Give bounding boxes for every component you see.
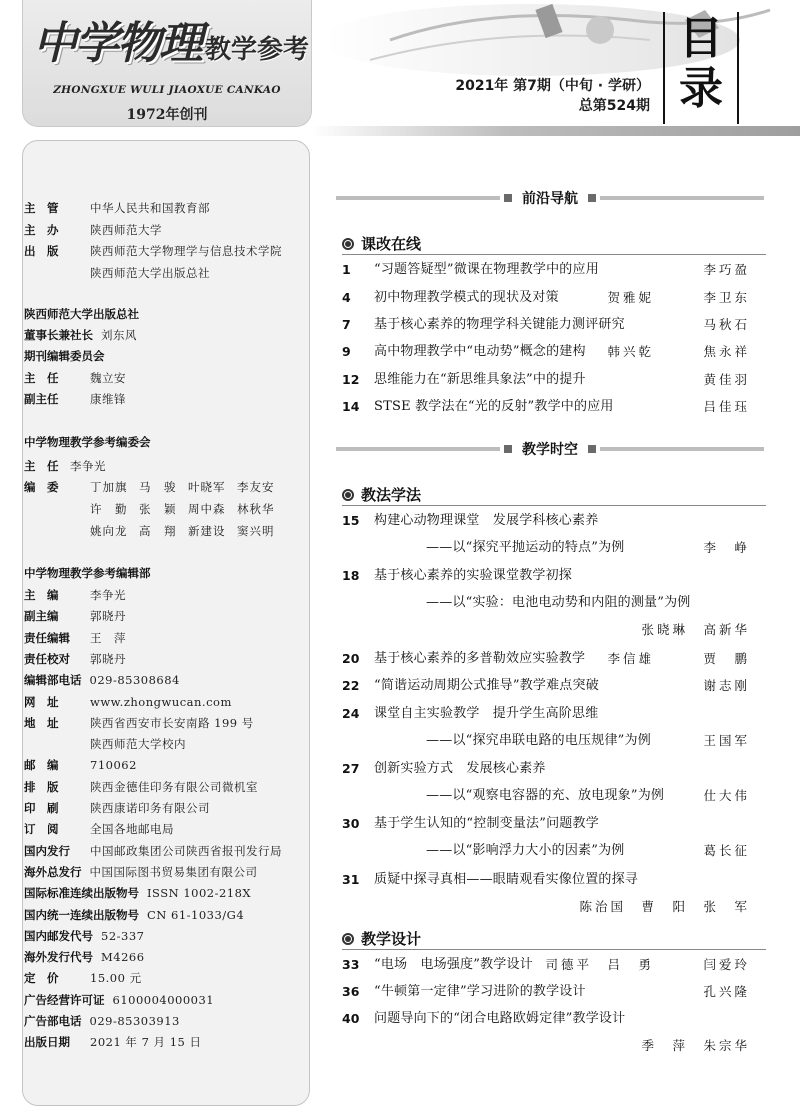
masthead-row [24,630,126,646]
masthead-row-value: CN 61-1033/G4 [147,907,245,922]
toc-entry [342,983,750,1001]
toc-entry [342,512,750,555]
masthead-row-value: 陕西师范大学校内 [90,737,186,752]
logo-main-text: 中学物理 [33,18,201,69]
masthead-row-value: 陕西师范大学出版总社 [90,265,210,280]
toc-entry [342,815,750,858]
toc-article-title: “简谐运动周期公式推导”教学难点突破 [374,678,599,693]
toc-entry [342,398,750,416]
toc-page-number: 36 [342,984,360,999]
title-divider-left [663,12,665,124]
masthead-row-label: 出 版 [24,244,59,258]
chairman-row [24,327,137,343]
masthead-row [24,885,251,901]
masthead-row [24,651,126,667]
masthead-row-value: 陕西省西安市长安南路 199 号 [90,715,254,730]
total-issue-number: 总第524期 [578,98,650,114]
masthead-row [24,907,244,923]
section-title: 教法学法 [361,486,422,504]
toc-page-number: 20 [342,651,360,666]
section-bullet-icon [342,933,354,945]
toc-page-number: 9 [342,344,351,359]
toc-page-number: 40 [342,1011,360,1026]
toc-article-subtitle: ——以“探究平抛运动的特点”为例 [426,540,625,555]
chairman-value: 刘东风 [101,328,137,342]
toc-entry [342,760,750,803]
board-member-name: 叶晓军 [188,480,226,494]
board-members-row [90,523,286,545]
contents-heading-char-1: 目 [679,13,723,64]
masthead-row [24,779,258,795]
masthead-row [24,587,126,603]
toc-author: 仕大伟 [703,788,750,803]
board-member-name: 许 勤 [90,502,128,516]
masthead-row-value: ISSN 1002-218X [147,886,252,901]
masthead-row-label: 主 办 [24,222,59,237]
masthead-row [24,200,210,216]
toc-page-number: 12 [342,372,360,387]
toc-article-title: 构建心动物理课堂 发展学科核心素养 [374,513,599,528]
masthead-row [24,736,186,752]
masthead-row-label: 排 版 [24,779,59,794]
board-members-row [90,479,286,501]
masthead-row-value: 15.00 元 [90,971,142,986]
banner-teaching [336,441,764,457]
toc-article-title: “牛顿第一定律”学习进阶的教学设计 [374,984,586,999]
toc-page-number: 15 [342,513,360,528]
title-divider-right [737,12,739,124]
toc-author: 陈治国 曹 阳 张 军 [579,899,750,914]
toc-article-title: “习题答疑型”微课在物理教学中的应用 [374,262,599,277]
toc-author: 黄佳羽 [703,372,750,387]
toc-page-number: 4 [342,290,351,305]
masthead-row-label: 编辑部电话 [24,673,82,688]
toc-article-subtitle: ——以“影响浮力大小的因素”为例 [426,843,625,858]
toc-author: 李信雄 [607,651,654,666]
board-director-value: 李争光 [70,459,106,473]
toc-page-number: 1 [342,262,351,277]
section-rule [342,949,766,950]
masthead-row [24,243,282,259]
toc-page-number: 30 [342,816,360,831]
committee-heading: 期刊编辑委员会 [24,349,105,363]
masthead-row [24,821,174,837]
masthead-row-value: 中国邮政集团公司陕西省报刊发行局 [90,843,282,858]
board-member-name: 周中森 [188,502,226,516]
toc-entry [342,289,750,307]
journal-logo [22,0,312,127]
masthead-row [24,1013,180,1029]
toc-entry [342,677,750,695]
masthead-row-value: 李争光 [90,588,126,602]
masthead-row [24,800,210,816]
masthead-row-value: 陕西师范大学 [90,222,162,237]
masthead-row-label: 邮 编 [24,758,59,773]
chairman-label: 董事长兼社长 [24,328,93,342]
logo-title [33,14,309,70]
masthead-row-value: 710062 [90,758,137,773]
toc-author: 葛长征 [703,843,750,858]
masthead-row-label: 副主编 [24,609,59,624]
toc-entry [342,371,750,389]
masthead-row [24,864,258,880]
board-member-name: 李友安 [237,480,275,494]
board-member-name: 丁加旗 [90,480,128,494]
toc-author: 张晓琳 高新华 [641,622,750,637]
masthead-row-label: 订 阅 [24,822,59,837]
toc-article-title: 思维能力在“新思维具象法”中的提升 [374,372,586,387]
masthead-row-label: 责任校对 [24,651,70,666]
masthead-row [24,370,126,386]
banner-frontier-text: 前沿导航 [522,191,578,207]
toc-author: 贺雅妮 [607,290,654,305]
toc-author: 李巧盈 [703,262,750,277]
logo-pinyin: ZHONGXUE WULI JIAOXUE CANKAO [53,84,281,96]
board-member-name: 马 骏 [139,480,177,494]
toc-article-title: 基于核心素养的多普勒效应实验教学 [374,651,586,666]
masthead-row-label: 主 任 [24,371,59,385]
toc-author: 李 峥 [703,540,750,555]
toc-article-title: 创新实验方式 发展核心素养 [374,761,546,776]
masthead-row-value: 中华人民共和国教育部 [90,201,210,215]
masthead-row [24,715,254,731]
masthead-row-value: 6100004000031 [112,992,215,1007]
toc-author: 司德平 吕 勇 [545,957,654,972]
section-title: 课改在线 [361,235,422,253]
toc-page-number: 31 [342,872,360,887]
masthead-row-label: 国内统一连续出版物号 [24,907,139,922]
board-member-name: 窦兴明 [237,524,275,538]
section-design [342,928,421,949]
toc-article-title: 基于核心素养的实验课堂教学初探 [374,568,573,583]
toc-article-title: 初中物理教学模式的现状及对策 [374,290,559,305]
masthead-row-label: 副主任 [24,392,59,406]
section-bullet-icon [342,238,354,250]
toc-entry [342,956,750,974]
toc-page-number: 24 [342,706,360,721]
board-heading: 中学物理教学参考编委会 [24,435,151,449]
logo-sub-text: 教学参考 [205,35,310,65]
toc-entry [342,1010,750,1053]
toc-entry [342,316,750,334]
issue-number: 2021年 第7期（中旬 · 学研） [455,78,650,94]
board-director-label: 主 任 [24,459,59,473]
toc-page-number: 14 [342,399,360,414]
toc-author: 韩兴乾 [607,344,654,359]
section-title: 教学设计 [361,930,422,948]
toc-author: 王国军 [703,733,750,748]
toc-page-number: 22 [342,678,360,693]
founded-year: 1972年创刊 [126,107,208,123]
masthead-row-label: 海外发行代号 [24,950,93,965]
contents-heading [668,14,734,124]
masthead-row [24,757,137,773]
toc-page-number: 33 [342,957,360,972]
masthead-row-label: 国内发行 [24,843,70,858]
masthead-row [24,694,232,710]
masthead-row-value: 郭晓丹 [90,609,126,624]
toc-author: 李卫东 [703,290,750,305]
toc-article-title: 课堂自主实验教学 提升学生高阶思维 [374,706,599,721]
masthead-row-value: 郭晓丹 [90,651,126,666]
toc-author: 孔兴隆 [703,984,750,999]
masthead-row-label: 地 址 [24,715,59,730]
masthead-row-value: 中国国际图书贸易集团有限公司 [89,864,258,879]
masthead-row [24,970,142,986]
toc-page-number: 18 [342,568,360,583]
masthead-row-value: 康维锋 [90,392,126,406]
toc-author: 谢志刚 [703,678,750,693]
masthead-row [24,843,282,859]
masthead-row-label [24,265,90,281]
masthead-row-label: 国际标准连续出版物号 [24,886,139,901]
masthead-row [24,672,180,688]
section-bullet-icon [342,489,354,501]
masthead-row [24,391,126,407]
toc-entry [342,567,750,637]
toc-author: 焦永祥 [703,344,750,359]
toc-entry [342,871,750,914]
masthead-row-label: 主 编 [24,588,59,602]
toc-entry [342,261,750,279]
board-member-name: 张 颖 [139,502,177,516]
banner-teaching-text: 教学时空 [522,442,578,458]
toc-article-subtitle: ——以“实验：电池电动势和内阻的测量”为例 [426,595,691,610]
masthead-row-value: 陕西师范大学物理学与信息技术学院 [90,244,282,258]
masthead-row [24,1034,202,1050]
section-curriculum-reform [342,233,421,254]
board-members-grid [90,479,286,545]
masthead-row-label [24,736,90,752]
masthead-row [24,992,214,1008]
masthead-row-value: 52-337 [101,928,145,943]
masthead-row [24,265,210,281]
toc-author: 季 萍 朱宗华 [641,1038,750,1053]
masthead-row-label: 海外总发行 [24,864,82,879]
toc-article-title: 高中物理教学中“电动势”概念的建构 [374,344,586,359]
section-methods [342,484,421,505]
masthead-row-value: 王 萍 [90,630,126,645]
banner-frontier [336,190,764,206]
masthead-row-value: www.zhongwucan.com [90,694,232,709]
toc-author: 闫爱玲 [703,957,750,972]
toc-article-title: “电场 电场强度”教学设计 [374,957,533,972]
publisher-heading: 陕西师范大学出版总社 [24,307,139,321]
toc-entry [342,650,750,668]
masthead-row-value: 陕西康诺印务有限公司 [90,801,210,815]
toc-article-title: STSE 教学法在“光的反射”教学中的应用 [374,399,614,414]
section-rule [342,505,766,506]
toc-article-title: 基于核心素养的物理学科关键能力测评研究 [374,317,625,332]
contents-heading-char-2: 录 [679,63,723,114]
masthead-row-label: 出版日期 [24,1035,70,1050]
masthead-row [24,222,162,238]
toc-entry [342,705,750,748]
masthead-row-value: 029-85303913 [89,1014,180,1028]
masthead-row-value: M4266 [101,950,145,965]
masthead-row-label: 网 址 [24,694,59,709]
toc-entry [342,343,750,361]
masthead-row-label: 定 价 [24,971,59,986]
masthead-row-label: 广告部电话 [24,1014,82,1028]
header-gradient-bar [310,126,800,136]
masthead-row-value: 2021 年 7 月 15 日 [90,1035,202,1050]
board-member-name: 林秋华 [237,502,275,516]
masthead-row-value: 陕西金德佳印务有限公司微机室 [90,779,258,794]
masthead-row-value: 全国各地邮电局 [90,822,174,837]
toc-article-subtitle: ——以“探究串联电路的电压规律”为例 [426,733,651,748]
toc-page-number: 27 [342,761,360,776]
masthead-row [24,608,126,624]
masthead-row-label: 国内邮发代号 [24,928,93,943]
board-member-name: 新建设 [188,524,226,538]
toc-author: 贾 鹏 [703,651,750,666]
dept-heading: 中学物理教学参考编辑部 [24,566,151,580]
masthead-row-label: 责任编辑 [24,630,70,645]
toc-article-title: 基于学生认知的“控制变量法”问题教学 [374,816,599,831]
toc-author: 吕佳珏 [703,399,750,414]
board-members-row [90,501,286,523]
masthead-row-value: 魏立安 [90,371,126,385]
toc-page-number: 7 [342,317,351,332]
board-director-row [24,458,106,474]
toc-article-title: 质疑中探寻真相——眼睛观看实像位置的探寻 [374,872,639,887]
board-member-name: 姚向龙 [90,524,128,538]
masthead-row [24,949,145,965]
section-rule [342,254,766,255]
masthead-row [24,928,144,944]
board-members-label: 编 委 [24,480,59,494]
masthead-row-label: 主 管 [24,201,59,215]
toc-author: 马秋石 [703,317,750,332]
masthead-row-label: 印 刷 [24,801,59,815]
board-member-name: 高 翔 [139,524,177,538]
toc-article-subtitle: ——以“观察电容器的充、放电现象”为例 [426,788,665,803]
masthead-row-value: 029-85308684 [89,673,180,688]
issue-info [455,76,650,116]
masthead-row-label: 广告经营许可证 [24,992,105,1007]
toc-article-title: 问题导向下的“闭合电路欧姆定律”教学设计 [374,1011,626,1026]
